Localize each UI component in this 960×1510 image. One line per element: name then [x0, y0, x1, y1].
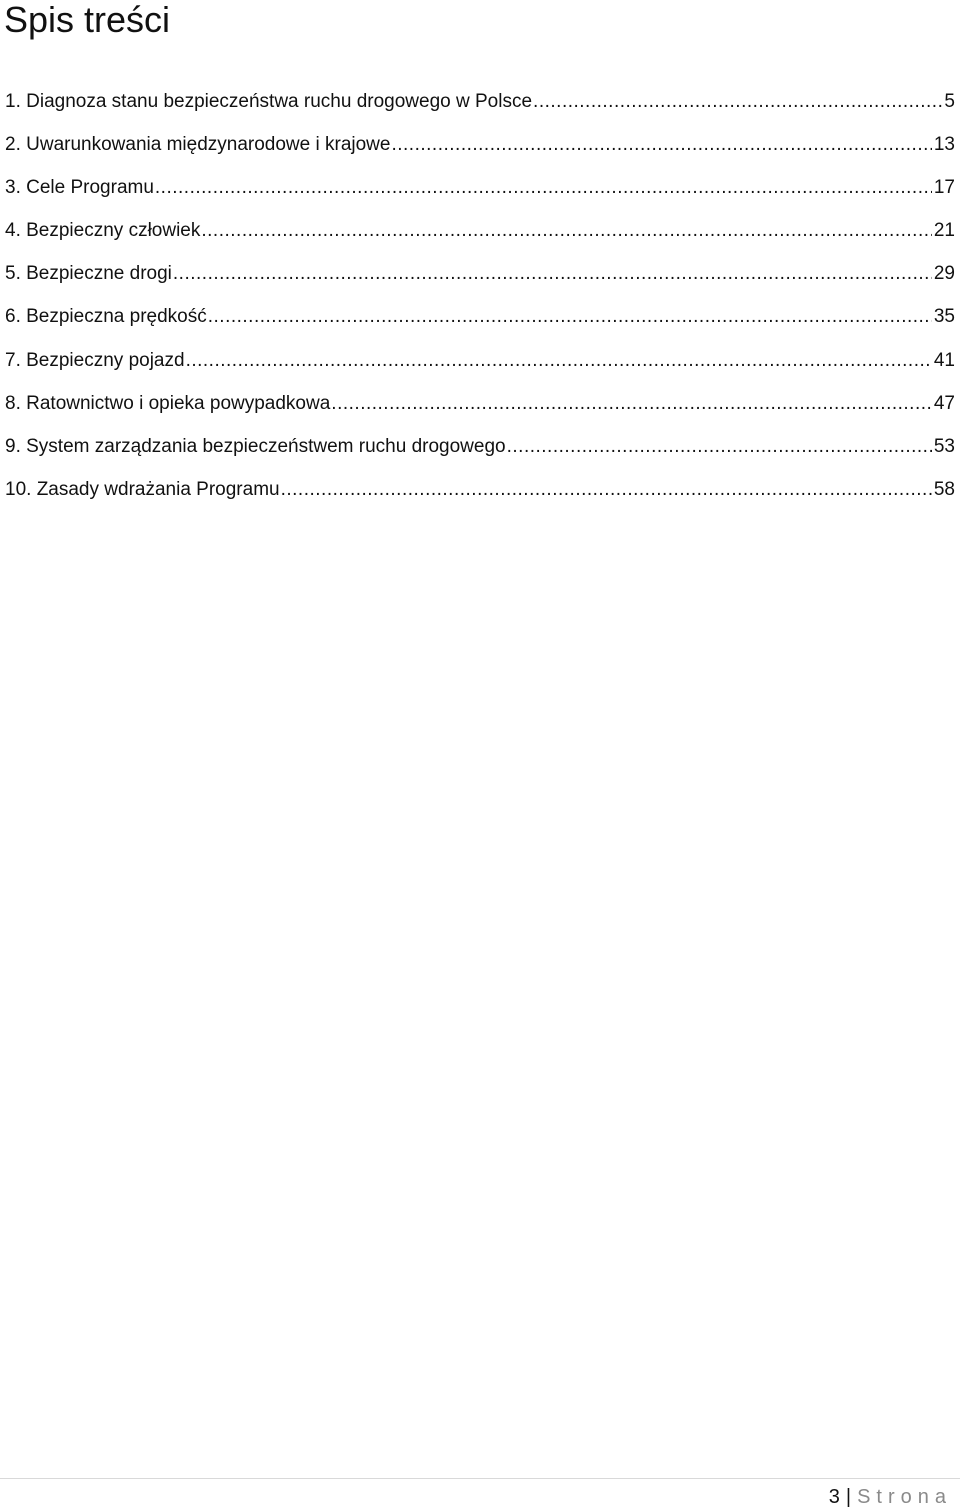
- toc-entry-page-number[interactable]: 21: [933, 220, 955, 242]
- page-title: Spis treści: [4, 0, 171, 40]
- dot-leader: [208, 304, 932, 330]
- toc-entry-label[interactable]: 7. Bezpieczny pojazd: [5, 349, 185, 371]
- toc-entry[interactable]: [5, 391, 955, 434]
- dot-leader: [173, 261, 932, 287]
- toc-entry-label[interactable]: 2. Uwarunkowania międzynarodowe i krajowe: [5, 134, 391, 156]
- dot-leader: [186, 348, 932, 374]
- toc-entry-page-number[interactable]: 41: [933, 349, 955, 371]
- table-of-contents: [5, 89, 955, 520]
- toc-entry-page-number[interactable]: 35: [933, 306, 955, 328]
- toc-entry[interactable]: [5, 261, 955, 304]
- toc-entry-label[interactable]: 1. Diagnoza stanu bezpieczeństwa ruchu drogowego w Polsce: [5, 91, 533, 112]
- toc-entry[interactable]: [5, 304, 955, 347]
- toc-entry-label[interactable]: 8. Ratownictwo i opieka powypadkowa: [5, 392, 331, 414]
- toc-entry[interactable]: [5, 218, 955, 261]
- toc-entry[interactable]: [5, 89, 955, 132]
- toc-entry-page-number[interactable]: 13: [933, 134, 955, 156]
- toc-entry[interactable]: [5, 434, 955, 477]
- toc-entry-label[interactable]: 6. Bezpieczna prędkość: [5, 306, 207, 328]
- toc-entry-label[interactable]: 9. System zarządzania bezpieczeństwem ruchu drogowego: [5, 435, 506, 457]
- toc-entry-label[interactable]: 10. Zasady wdrażania Programu: [5, 478, 280, 500]
- page-indicator: [829, 1485, 952, 1509]
- footer-page-word: Strona: [857, 1486, 952, 1508]
- footer-page-number: 3: [828, 1486, 840, 1508]
- toc-entry-page-number[interactable]: 47: [933, 392, 955, 414]
- toc-entry-page-number[interactable]: 5: [944, 91, 955, 112]
- toc-entry[interactable]: [5, 132, 955, 175]
- dot-leader: [331, 391, 932, 417]
- dot-leader: [155, 175, 932, 201]
- dot-leader: [533, 89, 942, 115]
- toc-entry-label[interactable]: 5. Bezpieczne drogi: [5, 263, 172, 285]
- dot-leader: [507, 434, 932, 460]
- toc-entry-page-number[interactable]: 53: [933, 435, 955, 457]
- footer-separator: |: [845, 1486, 852, 1508]
- toc-entry[interactable]: [5, 348, 955, 391]
- dot-leader: [201, 218, 931, 244]
- toc-entry-page-number[interactable]: 58: [933, 478, 955, 500]
- dot-leader: [391, 132, 931, 158]
- toc-entry[interactable]: [5, 175, 955, 218]
- toc-entry-label[interactable]: 3. Cele Programu: [5, 177, 154, 199]
- toc-entry[interactable]: [5, 477, 955, 520]
- toc-entry-page-number[interactable]: 29: [933, 263, 955, 285]
- toc-entry-page-number[interactable]: 17: [933, 177, 955, 199]
- dot-leader: [281, 477, 932, 503]
- page-footer: [0, 1478, 960, 1510]
- toc-entry-label[interactable]: 4. Bezpieczny człowiek: [5, 220, 201, 242]
